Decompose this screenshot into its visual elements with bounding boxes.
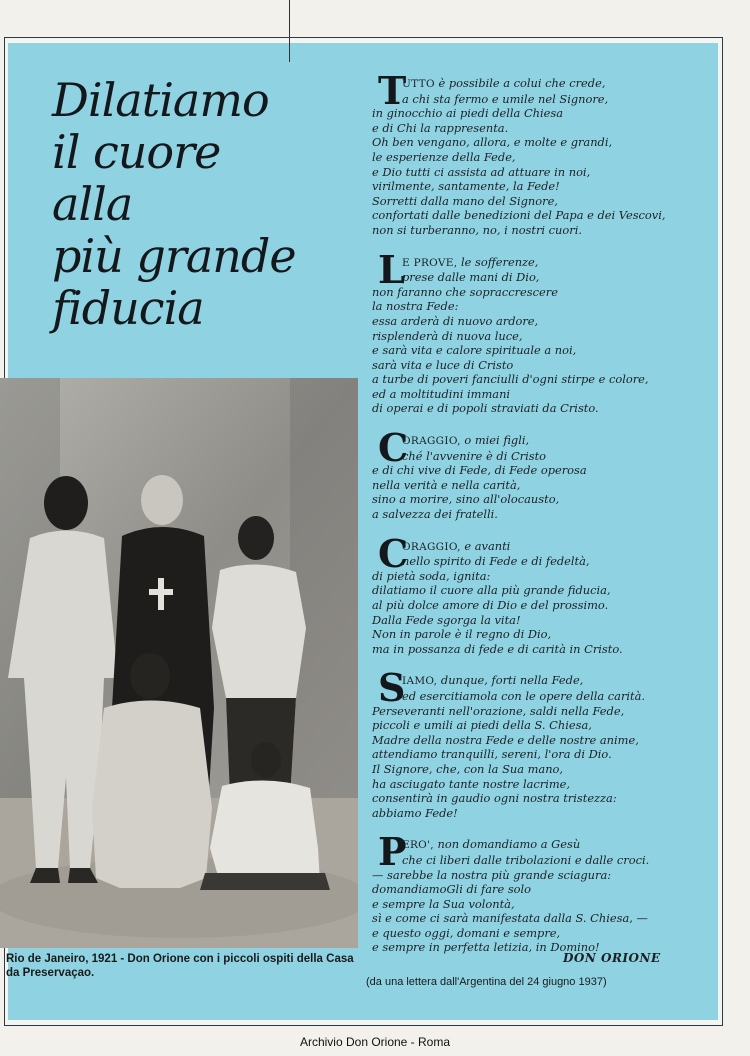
- stanza-line: sino a morire, sino all'olocausto,: [372, 492, 560, 507]
- stanza-line: a salvezza dei fratelli.: [372, 507, 498, 522]
- stanza-line: nella verità e nella carità,: [372, 477, 521, 492]
- stanza-line: prese dalle mani di Dio,: [402, 270, 540, 285]
- stanza-first-line: [372, 255, 714, 271]
- signature: DON ORIONE: [563, 951, 661, 965]
- stanza-line: nello spirito di Fede e di fedeltà,: [402, 554, 590, 569]
- stanza-lead-word: IAMO,: [402, 675, 438, 688]
- stanza-line: — sarebbe la nostra più grande sciagura:: [372, 867, 612, 882]
- drop-cap: L: [378, 246, 405, 292]
- stanza-line: Sorretti dalla mano del Signore,: [372, 193, 558, 208]
- stanza-line: virilmente, santamente, la Fede!: [372, 179, 560, 194]
- stanza-first-line: [372, 673, 714, 689]
- source-note: (da una lettera dall'Argentina del 24 giugno 1937): [366, 976, 607, 988]
- stanza-line: domandiamoGli di fare solo: [372, 882, 532, 897]
- drop-cap: T: [378, 68, 407, 113]
- stanza-line: dilatiamo il cuore alla più grande fiducia,: [372, 583, 611, 598]
- stanza-line: e di Chi la rappresenta.: [372, 120, 509, 135]
- stanza-line: Non in parole è il regno di Dio,: [372, 627, 552, 642]
- stanza-line: a chi sta fermo e umile nel Signore,: [402, 91, 609, 106]
- stanza-line: e Dio tutti ci assista ad attuare in noi,: [372, 164, 591, 179]
- stanza-lead-word: UTTO: [402, 78, 435, 90]
- letter-text: [372, 68, 714, 972]
- stanza-first-line: [372, 433, 714, 449]
- stanza-line: Dalla Fede sgorga la vita!: [372, 612, 521, 627]
- title-line: alla: [52, 177, 133, 231]
- stanza-first-line: [372, 837, 714, 853]
- stanza-line: sarà vita e luce di Cristo: [372, 357, 514, 372]
- stanza-line: non faranno che sopraccrescere: [372, 284, 558, 299]
- group-portrait-illustration: [0, 378, 358, 948]
- stanza-line: di pietà soda, ignita:: [372, 568, 491, 583]
- stanza-line: Perseveranti nell'orazione, saldi nella Fede,: [372, 703, 625, 718]
- stanza-line: e sarà vita e calore spirituale a noi,: [372, 343, 577, 358]
- drop-cap: S: [378, 665, 406, 711]
- stanza: [372, 246, 714, 417]
- stanza-line: Madre della nostra Fede e delle nostre anime,: [372, 732, 639, 747]
- stanza-first-line-rest: dunque, forti nella Fede,: [437, 673, 584, 688]
- stanza-line: piccoli e umili ai piedi della S. Chiesa,: [372, 718, 592, 733]
- stanza-line: e di chi vive di Fede, di Fede operosa: [372, 463, 587, 478]
- stanza-line: Oh ben vengano, allora, e molte e grandi,: [372, 135, 613, 150]
- stanza-line: e sempre in perfetta letizia, in Domino!: [372, 940, 600, 955]
- stanza-first-line: [372, 539, 714, 555]
- stanza-line: ha asciugato tante nostre lacrime,: [372, 776, 571, 791]
- stanza-line: ché l'avvenire è di Cristo: [402, 448, 547, 463]
- stanza-line: in ginocchio ai piedi della Chiesa: [372, 106, 564, 121]
- title-line: più grande: [52, 229, 296, 283]
- title-line: fiducia: [52, 281, 204, 335]
- stanza-line: al più dolce amore di Dio e del prossimo.: [372, 598, 609, 612]
- stanza-first-line-rest: o miei figli,: [460, 433, 530, 448]
- photo-caption: Rio de Janeiro, 1921 - Don Orione con i piccoli ospiti della Casa da Preservaçao.: [6, 953, 354, 979]
- title-line: Dilatiamo: [52, 73, 269, 127]
- stanza-line: ma in possanza di fede e di carità in Cristo.: [372, 641, 623, 656]
- historical-photo: [0, 378, 358, 948]
- archive-footer: Archivio Don Orione - Roma: [299, 1035, 451, 1049]
- stanza: [372, 425, 714, 522]
- stanza-lead-word: ORAGGIO,: [402, 435, 461, 448]
- title-line: il cuore: [52, 125, 221, 179]
- stanza-line: consentirà in gaudio ogni nostra tristezza:: [372, 791, 617, 806]
- stanza-line: e sempre la Sua volontà,: [372, 896, 515, 911]
- stanza-line: attendiamo tranquilli, sereni, l'ora di Dio.: [372, 747, 612, 762]
- stanza-lead-word: ORAGGIO,: [402, 540, 461, 553]
- stanza-lead-word: E PROVE,: [402, 256, 458, 269]
- stanza-line: sì e come ci sarà manifestata dalla S. Chiesa, —: [372, 911, 648, 926]
- drop-cap: P: [378, 829, 407, 875]
- stanza-line: ed a moltitudini immani: [372, 386, 511, 401]
- stanza-lead-word: ERO',: [402, 839, 434, 852]
- drop-cap: C: [378, 425, 409, 471]
- stanza-first-line: [372, 76, 714, 92]
- stanza-line: essa arderà di nuovo ardore,: [372, 313, 539, 328]
- stanza-line: ed esercitiamola con le opere della carità.: [402, 688, 646, 703]
- stanza-line: le esperienze della Fede,: [372, 149, 516, 164]
- drop-cap: C: [378, 530, 409, 576]
- stanza-line: risplenderà di nuova luce,: [372, 328, 523, 343]
- stanza-line: che ci liberi dalle tribolazioni e dalle croci.: [402, 852, 650, 867]
- stanza-first-line-rest: non domandiamo a Gesù: [433, 837, 581, 852]
- stanza-line: abbiamo Fede!: [372, 805, 458, 820]
- stanza-line: la nostra Fede:: [372, 299, 459, 314]
- stanza-line: a turbe di poveri fanciulli d'ogni stirpe e colore,: [372, 372, 649, 387]
- stanza-first-line-rest: e avanti: [460, 538, 511, 553]
- stanza-line: Il Signore, che, con la Sua mano,: [372, 761, 564, 776]
- stanza: [372, 829, 714, 955]
- stanza-line: di operai e di popoli straviati da Cristo.: [372, 401, 599, 416]
- stanza-line: non si turberanno, no, i nostri cuori.: [372, 222, 582, 237]
- stanza-line: e questo oggi, domani e sempre,: [372, 925, 561, 940]
- stanza: [372, 530, 714, 657]
- stanza-first-line-rest: è possibile a colui che crede,: [434, 76, 606, 90]
- stanza-first-line-rest: le sofferenze,: [457, 254, 539, 269]
- stanza: [372, 665, 714, 820]
- article-title: [52, 74, 372, 334]
- stanza: [372, 68, 714, 238]
- stanza-line: confortati dalle benedizioni del Papa e dei Vescovi,: [372, 208, 666, 223]
- binding-line: [289, 0, 290, 62]
